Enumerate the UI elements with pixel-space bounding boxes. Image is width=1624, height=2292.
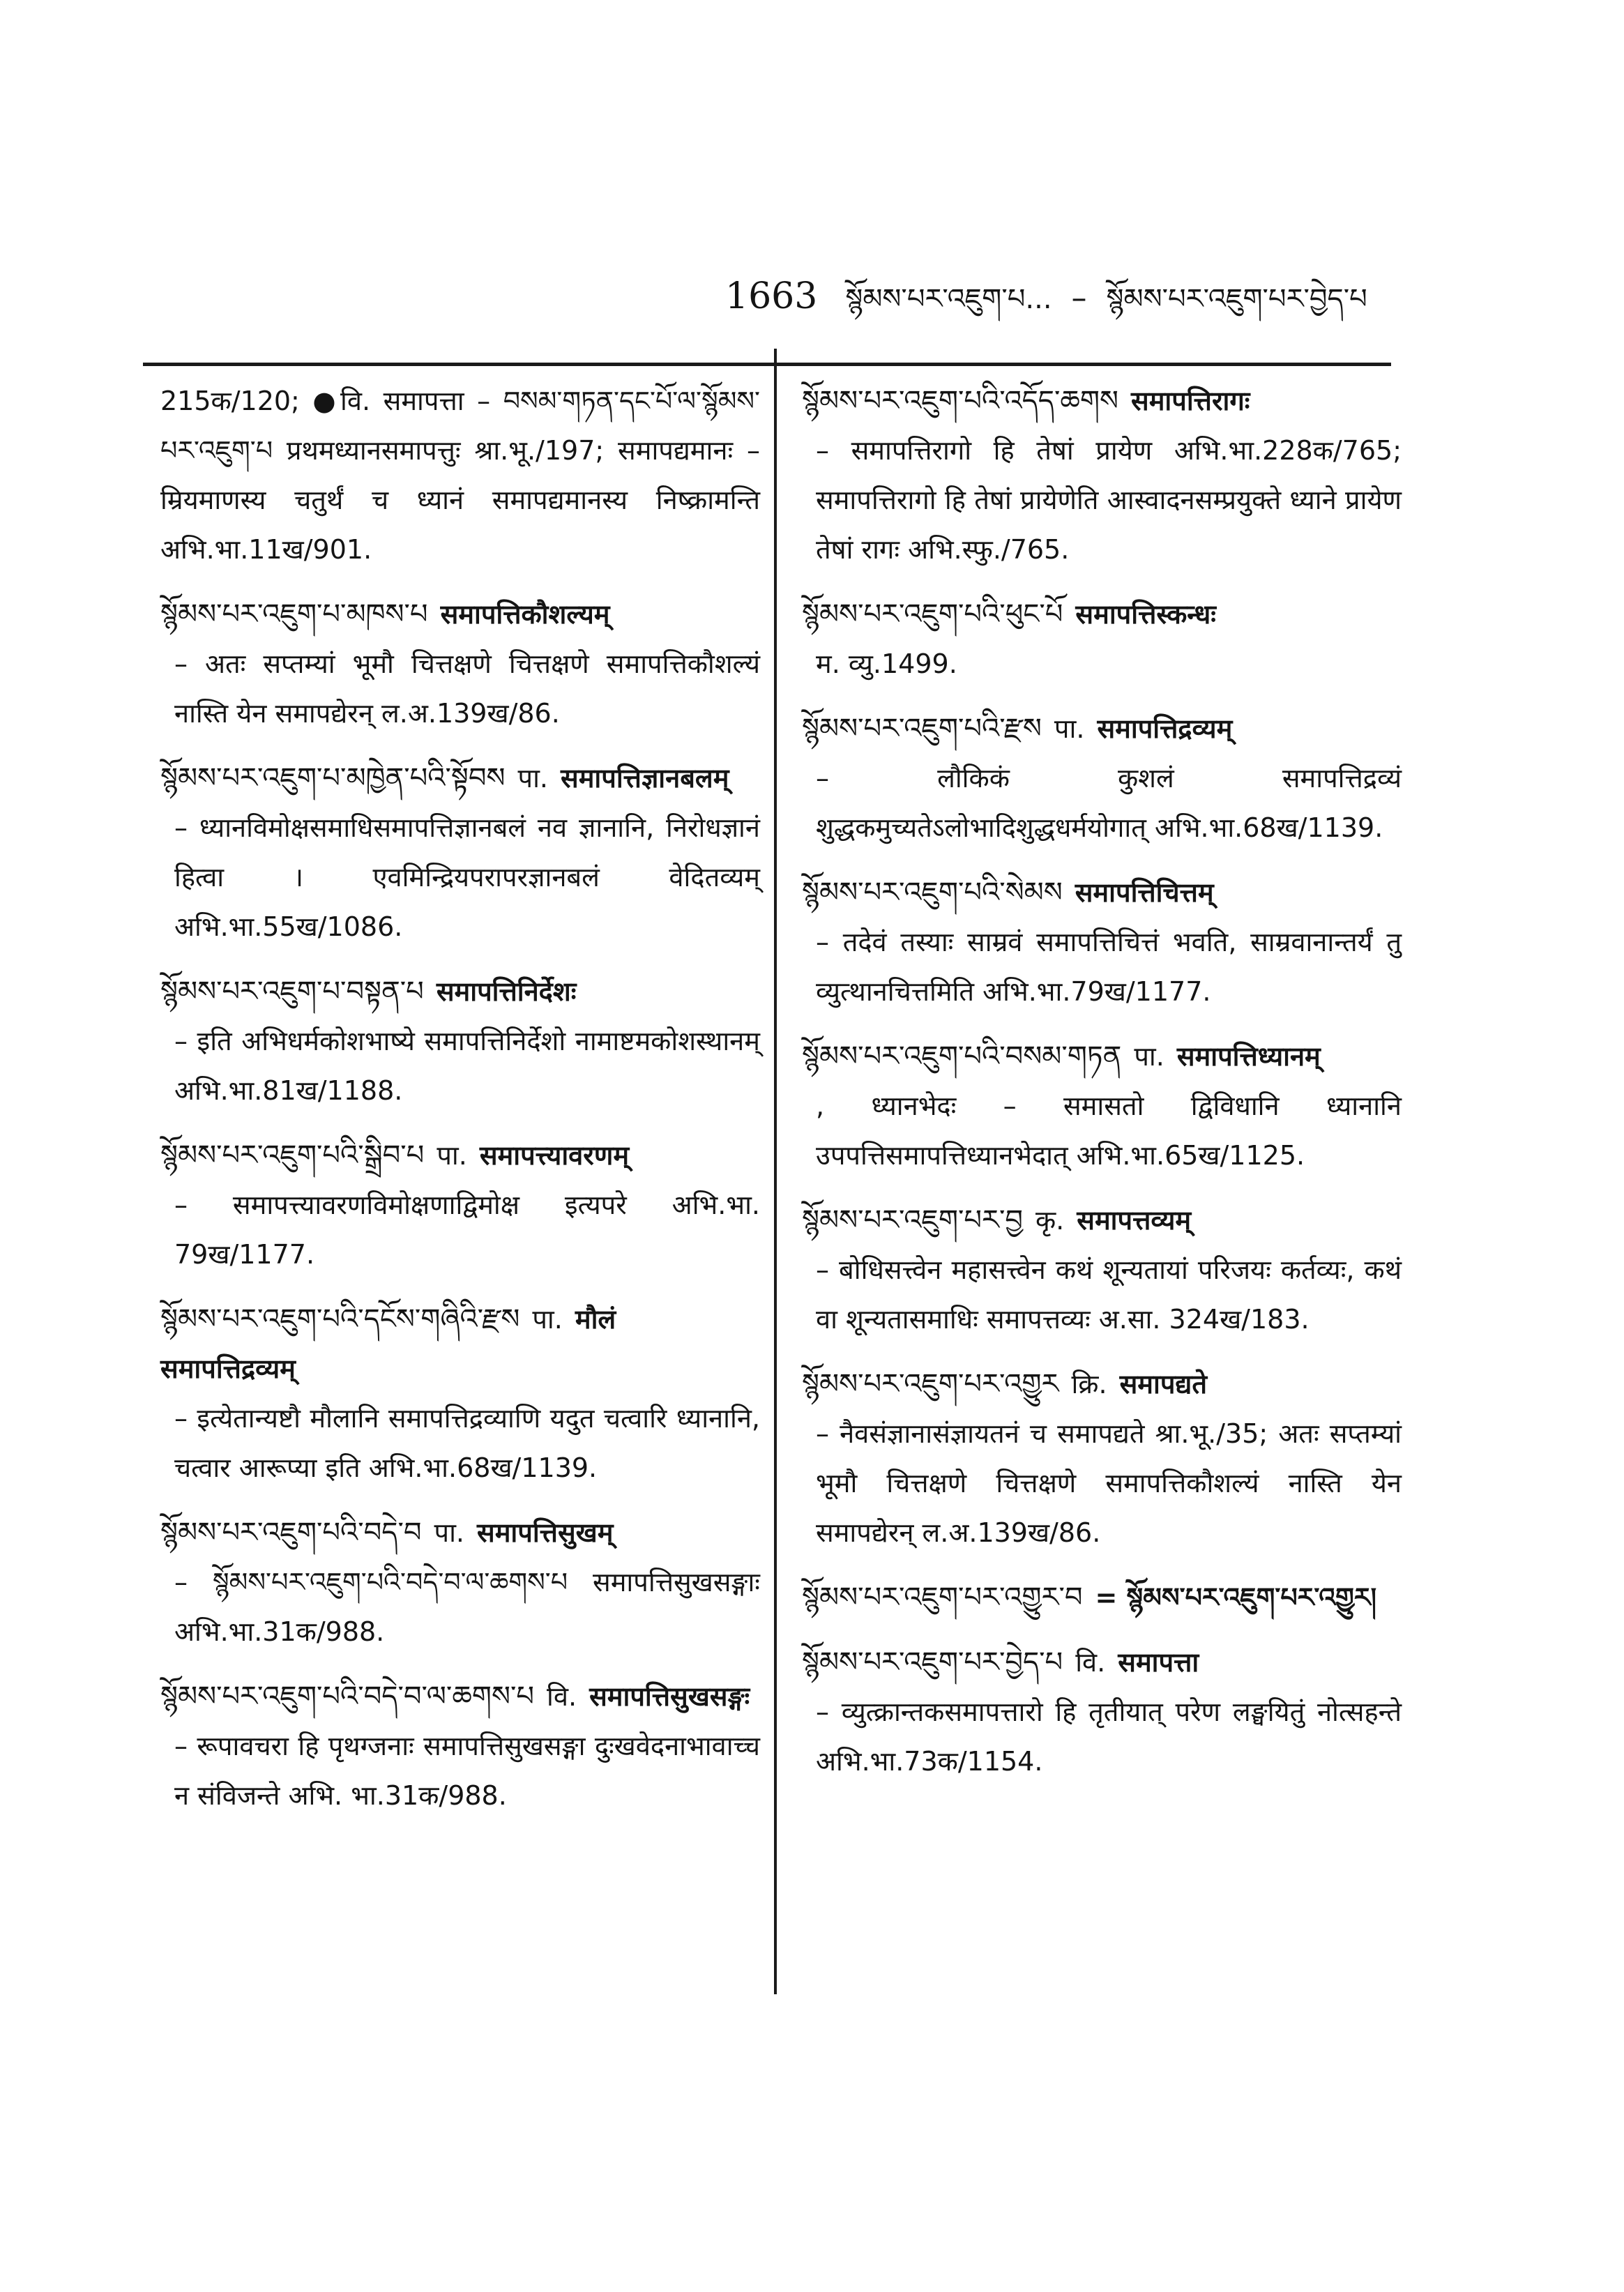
- entry-citation: – इति अभिधर्मकोशभाष्ये समापत्तिनिर्देशो नामाष्टमकोशस्थानम् अभि.भा.81ख/1188.: [174, 1026, 760, 1106]
- dictionary-entry: [802, 1360, 1402, 1558]
- sanskrit-equivalent: = སྙོམས་པར་འཇུག་པར་འགྱུར།: [1095, 1582, 1377, 1613]
- entry-citation: – बोधिसत्त्वेन महासत्त्वेन कथं शून्यतायां परिजयः कर्तव्यः, कथं वा शून्यतासमाधिः समापत्तव्यः अ.सा. 324ख/183.: [816, 1254, 1402, 1335]
- left-column: [160, 377, 760, 1836]
- entry-citation: – लौकिकं कुशलं समापत्तिद्रव्यं शुद्धकमुच्यतेऽलोभादिशुद्धधर्मयोगात् अभि.भा.68ख/1139.: [816, 763, 1402, 843]
- dictionary-entry: [802, 1573, 1402, 1623]
- tibetan-term: སྙོམས་པར་འཇུག་པའི་སེམས: [802, 876, 1063, 909]
- tibetan-term: སྙོམས་པར་འཇུག་པར་བྱ: [802, 1204, 1023, 1236]
- right-column: [802, 377, 1402, 1802]
- entry-headword: [802, 590, 1402, 639]
- tibetan-term: སྙོམས་པར་འཇུག་པར་འགྱུར་བ: [802, 1581, 1083, 1614]
- entry-headword: [802, 704, 1402, 754]
- dictionary-entry: [802, 1032, 1402, 1181]
- entry-citation: म. व्यु.1499.: [816, 648, 957, 679]
- entry-headword: [160, 1295, 760, 1394]
- entry-headword: [160, 754, 760, 803]
- dictionary-entry: [802, 704, 1402, 853]
- dictionary-entry: [160, 967, 760, 1116]
- grammar-tag: पा.: [437, 1140, 467, 1171]
- sanskrit-equivalent: समापत्तिनिर्देशः: [436, 976, 577, 1007]
- tibetan-term: སྙོམས་པར་འཇུག་པའི་བསམ་གཏན: [802, 1040, 1122, 1072]
- grammar-tag: पा.: [1054, 713, 1085, 744]
- entry-headword: [802, 1573, 1402, 1623]
- dictionary-entry: [802, 377, 1402, 575]
- dictionary-entry: [802, 1196, 1402, 1344]
- grammar-tag: क्रि.: [1071, 1369, 1107, 1399]
- dictionary-entry: [160, 754, 760, 952]
- tibetan-term: སྙོམས་པར་འཇུག་པའི་བདེ་བ་ལ་ཆགས་པ: [160, 1680, 534, 1713]
- tibetan-term: སྙོམས་པར་འཇུག་པ་བསྟན་པ: [160, 976, 424, 1008]
- entry-headword: [802, 1196, 1402, 1245]
- grammar-tag: पा.: [434, 1517, 464, 1548]
- last-headword: སྙོམས་པར་འཇུག་པར་བྱེད་པ: [1106, 283, 1367, 315]
- sanskrit-equivalent: समापत्तिज्ञानबलम्: [561, 763, 729, 794]
- left-entries: [160, 590, 760, 1821]
- entry-citation: – इत्येतान्यष्टौ मौलानि समापत्तिद्रव्याणि यदुत चत्वारि ध्यानानि, चत्वार आरूप्या इति अभि.भा.68ख/1139.: [174, 1403, 760, 1483]
- entry-headword: [160, 590, 760, 639]
- sanskrit-equivalent: समापत्तिद्रव्यम्: [1097, 713, 1233, 744]
- tibetan-term: སྙོམས་པར་འཇུག་པར་འགྱུར: [802, 1368, 1059, 1400]
- entry-citation: – व्युत्क्रान्तकसमापत्तारो हि तृतीयात् परेण लङ्घयितुं नोत्सहन्ते अभि.भा.73क/1154.: [816, 1697, 1402, 1777]
- column-divider: [774, 349, 777, 1994]
- first-headword: སྙོམས་པར་འཇུག་པ...: [845, 283, 1052, 315]
- entry-citation: – अतः सप्तम्यां भूमौ चित्तक्षणे चित्तक्षणे समापत्तिकौशल्यं नास्ति येन समापद्येरन् ल.अ.139ख/86.: [174, 648, 760, 729]
- sanskrit-equivalent: समापद्यते: [1119, 1369, 1208, 1399]
- sanskrit-equivalent: मौलं समापत्तिद्रव्यम्: [160, 1304, 616, 1384]
- grammar-tag: वि.: [1075, 1647, 1106, 1678]
- tibetan-term: སྙོམས་པར་འཇུག་པར་བྱེད་པ: [802, 1646, 1063, 1678]
- page-header: [725, 268, 1422, 324]
- entry-headword: [160, 1672, 760, 1722]
- tibetan-term: སྙོམས་པར་འཇུག་པའི་སྒྲིབ་པ: [160, 1139, 425, 1171]
- entry-citation: – समापत्त्यावरणविमोक्षणाद्विमोक्ष इत्यपरे अभि.भा. 79ख/1177.: [174, 1190, 760, 1270]
- continuation-text: 215क/120; ●वि. समापत्ता – བསམ་གཏན་དང་པོ་ལ་སྙོམས་པར་འཇུག་པ प्रथमध्यानसमापत्तुः श्रा.भू./197; समापद्यमानः – म्रियमाणस्य चतुर्थं च ध्यानं समापद्यमानस्य निष्क्रामन्ति अभि.भा.11ख/901.: [160, 386, 760, 565]
- entry-citation: – समापत्तिरागो हि तेषां प्रायेण अभि.भा.228क/765; समापत्तिरागो हि तेषां प्रायेणेति आस्वादनसम्प्रयुक्ते ध्याने प्रायेण तेषां रागः अभि.स्फु./765.: [816, 435, 1402, 565]
- sanskrit-equivalent: समापत्ता: [1118, 1647, 1199, 1678]
- sanskrit-equivalent: समापत्तिरागः: [1131, 386, 1250, 416]
- dictionary-entry: [160, 1131, 760, 1280]
- dictionary-entry: [160, 590, 760, 738]
- continuation-entry: [160, 377, 760, 575]
- entry-citation: , ध्यानभेदः – समासतो द्विविधानि ध्यानानि उपपत्तिसमापत्तिध्यानभेदात् अभि.भा.65ख/1125.: [816, 1091, 1402, 1171]
- entry-headword: [802, 1032, 1402, 1082]
- tibetan-term: སྙོམས་པར་འཇུག་པའི་དངོས་གཞིའི་རྫས: [160, 1303, 520, 1335]
- entry-citation: – སྙོམས་པར་འཇུག་པའི་བདེ་བ་ལ་ཆགས་པ समापत्तिसुखसङ्गाः अभि.भा.31क/988.: [174, 1567, 760, 1647]
- right-entries: [802, 377, 1402, 1786]
- sanskrit-equivalent: समापत्तिसुखसङ्गः: [589, 1681, 750, 1712]
- sanskrit-equivalent: समापत्तिस्कन्धः: [1075, 599, 1216, 630]
- entry-citation: – नैवसंज्ञानासंज्ञायतनं च समापद्यते श्रा.भू./35; अतः सप्तम्यां भूमौ चित्तक्षणे चित्तक्षणे समापत्तिकौशल्यं नास्ति येन समापद्येरन् ल.अ.139ख/86.: [816, 1418, 1402, 1548]
- tibetan-term: སྙོམས་པར་འཇུག་པའི་རྫས: [802, 713, 1042, 745]
- entry-citation: – तदेवं तस्याः साम्रवं समापत्तिचित्तं भवति, साम्रवानान्तर्यं तु व्युत्थानचित्तमिति अभि.भा.79ख/1177.: [816, 927, 1402, 1007]
- page-number: 1663: [725, 275, 818, 317]
- dictionary-entry: [802, 590, 1402, 689]
- entry-headword: [802, 1360, 1402, 1409]
- sanskrit-equivalent: समापत्तिकौशल्यम्: [440, 599, 610, 630]
- header-separator: –: [1071, 280, 1087, 316]
- dictionary-entry: [802, 868, 1402, 1017]
- header-rule: [143, 363, 1391, 366]
- grammar-tag: पा.: [1134, 1041, 1164, 1072]
- entry-citation: – रूपावचरा हि पृथग्जनाः समापत्तिसुखसङ्गा दुःखवेदनाभावाच्च न संविजन्ते अभि. भा.31क/988.: [174, 1731, 760, 1811]
- entry-headword: [802, 868, 1402, 918]
- grammar-tag: पा.: [532, 1304, 563, 1335]
- entry-headword: [160, 967, 760, 1017]
- tibetan-term: སྙོམས་པར་འཇུག་པའི་འདོད་ཆགས: [802, 385, 1118, 417]
- sanskrit-equivalent: समापत्तिध्यानम्: [1176, 1041, 1321, 1072]
- tibetan-term: སྙོམས་པར་འཇུག་པ་མཁྱེན་པའི་སྟོབས: [160, 762, 506, 794]
- tibetan-term: སྙོམས་པར་འཇུག་པའི་ཕུང་པོ: [802, 598, 1063, 630]
- tibetan-term: སྙོམས་པར་འཇུག་པ་མཁས་པ: [160, 598, 428, 630]
- entry-headword: [802, 377, 1402, 426]
- entry-citation: – ध्यानविमोक्षसमाधिसमापत्तिज्ञानबलं नव ज्ञानानि, निरोधज्ञानं हित्वा । एवमिन्द्रियपरापरज्ञानबलं वेदितव्यम् अभि.भा.55ख/1086.: [174, 812, 760, 942]
- dictionary-entry: [160, 1295, 760, 1493]
- sanskrit-equivalent: समापत्तिचित्तम्: [1075, 877, 1214, 908]
- entry-headword: [160, 1508, 760, 1558]
- dictionary-entry: [802, 1638, 1402, 1786]
- tibetan-term: སྙོམས་པར་འཇུག་པའི་བདེ་བ: [160, 1517, 422, 1549]
- sanskrit-equivalent: समापत्तव्यम्: [1077, 1205, 1192, 1236]
- sanskrit-equivalent: समापत्त्यावरणम्: [479, 1140, 630, 1171]
- entry-headword: [802, 1638, 1402, 1687]
- dictionary-entry: [160, 1508, 760, 1657]
- entry-headword: [160, 1131, 760, 1181]
- sanskrit-equivalent: समापत्तिसुखम्: [477, 1517, 614, 1548]
- grammar-tag: पा.: [517, 763, 548, 794]
- grammar-tag: कृ.: [1035, 1205, 1065, 1236]
- grammar-tag: वि.: [547, 1681, 577, 1712]
- dictionary-entry: [160, 1672, 760, 1821]
